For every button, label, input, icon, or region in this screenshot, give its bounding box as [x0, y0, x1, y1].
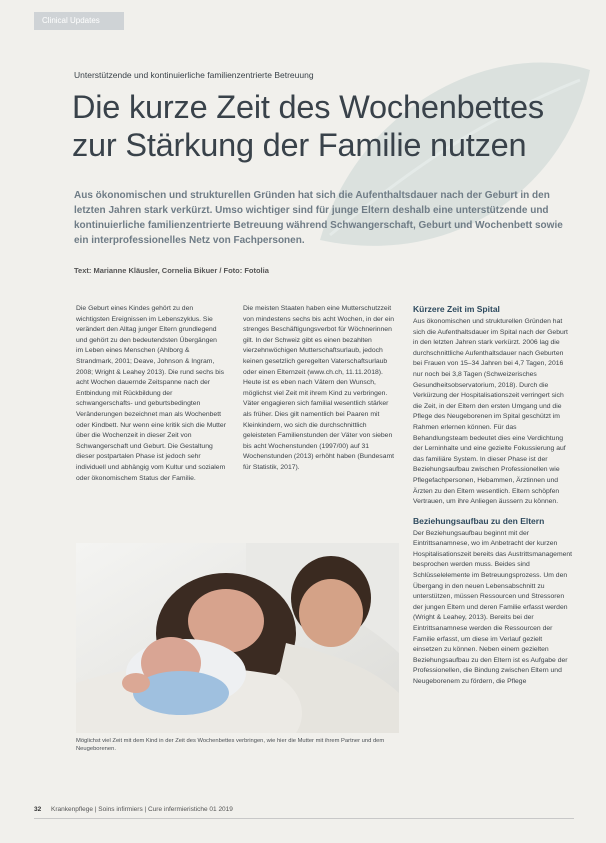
footer-divider: [34, 818, 574, 819]
body-column-3-text-1: Aus ökonomischen und strukturellen Gründen hat sich die Aufenthaltsdauer im Spital nach der Geburt in den letzten Jahren stark verkürzt. 2006 lag die durchschnittliche Aufenthaltsdauer nach Geburten bei Frauen von 15–34 Jahren bei 4,7 Tagen, 2016 nur noch bei 3,8 Tagen (Schweizerisches Gesundheitsobservatorium, 2018). Durch die Verkürzung der Hospitalisationszeit verringert sich die Zeit, in der Eltern den ersten Umgang und die Pflege des Neugeborenen im Spital geschützt im Rahmen erlernen können. Für das Behandlungsteam bedeutet dies eine Verdichtung der Lerninhalte und eine gezielte Fokussierung auf das familiäre System. In dieser Phase ist der Beziehungsaufbau zwischen Professionellen wie Pflegefachpersonen, Hebammen, Ärztinnen und Ärzten zu den Eltern wesentlich. Eltern schöpfen Vertrauen, um ihre Anliegen äussern zu können.: [413, 318, 568, 506]
subheading-shorter-stay: Kürzere Zeit im Spital: [413, 304, 500, 314]
article-kicker: Unterstützende und kontinuierliche familienzentrierte Betreuung: [74, 70, 314, 80]
body-column-3-text-2: Der Beziehungsaufbau beginnt mit der Eintrittsanamnese, wo im Anbetracht der kurzen Hospitalisationszeit bereits das Austrittsmanagement besprochen werden muss. Beides sind Schlüsselelemente im Betreuungsprozess. Um den Übergang in den neuen Lebensabschnitt zu unterstützen, müssen Ressourcen und Stressoren der jungen Eltern und deren Familie erfasst werden (Wright & Leahey, 2013). Bereits bei der Eintrittsanamnese werden die Ressourcen der Familie erfasst, um diese im Verlauf gezielt einsetzen zu können. Neben einem gezielten Beziehungsaufbau zu den Eltern ist es Aufgabe der Professionellen, die Bindung zwischen Eltern und Neugeborenem zu fördern, die Pflege: [413, 529, 573, 685]
body-column-3: [413, 304, 573, 688]
subheading-relationship: Beziehungsaufbau zu den Eltern: [413, 515, 545, 526]
section-label: Clinical Updates: [34, 12, 124, 30]
photo-caption: Möglichst viel Zeit mit dem Kind in der Zeit des Wochenbettes verbringen, wie hier die Mutter mit ihrem Partner und dem Neugeborenen.: [76, 738, 385, 752]
page-footer: [34, 806, 233, 813]
article-credits: Text: Marianne Kläusler, Cornelia Bikuer / Foto: Fotolia: [74, 266, 269, 275]
body-column-2: Die meisten Staaten haben eine Mutterschutzzeit von mindestens sechs bis acht Wochen, in der ein strenges Beschäftigungsverbot für Wöchnerinnen gilt. In der Schweiz gibt es einen bezahlten vierzehnwöchigen Mutterschaftsurlaub, jedoch keinen gesetzlich geregelten Vaterschaftsurlaub oder einen Elternzeit (www.ch.ch, 11.11.2018). Heute ist es eben nach Vätern den Wunsch, möglichst viel Zeit mit ihrem Kind zu verbringen. Väter engagieren sich familial wesentlich stärker als früher. Dies gilt namentlich bei Paaren mit Kleinkindern, wo sich die durchschnittlich geleisteten Familienstunden der Väter von sieben bis acht Wochenstunden (1997/00) auf 31 Wochenstunden (2013) erhöht haben (Bundesamt für Statistik, 2017).: [243, 305, 395, 471]
article-title: [72, 88, 544, 164]
family-photo-icon: [76, 543, 399, 733]
article-lead: Aus ökonomischen und strukturellen Gründen hat sich die Aufenthaltsdauer nach der Geburt in den letzten Jahren stark verkürzt. Umso wichtiger sind für junge Eltern deshalb eine unterstützende und kontinuierliche familienzentrierte Betreuung während Schwangerschaft, Geburt und Wochenbett sowie ein interprofessionelles Netz von Fachpersonen.: [74, 190, 563, 246]
title-line-2: zur Stärkung der Familie nutzen: [72, 127, 527, 163]
title-line-1: Die kurze Zeit des Wochenbettes: [72, 89, 544, 125]
page-number: 32: [34, 806, 42, 813]
body-column-1: Die Geburt eines Kindes gehört zu den wichtigsten Ereignissen im Lebenszyklus. Sie verändert den Alltag junger Eltern grundlegend und gehört zu den bedeutendsten Übergängen im Leben eines Menschen (Ahlborg & Strandmark, 2001; Deave, Johnson & Ingram, 2008; Wright & Leahey 2013). Die rund sechs bis acht Wochen dauernde Zeitspanne nach der Entbindung mit Rückbildung der schwangerschafts- und geburtsbedingten Veränderungen bezeichnet man als Wochenbett oder Kindbett. Nur wenn eine kritik sich die Mutter über die Wochenzeit in dieser Zeit von Schwangerschaft und Geburt. Die Gestaltung dieser postpartalen Phase ist jedoch sehr individuell und abhängig vom Kultur und sozialem oder ökonomischem Status der Familie.: [76, 305, 226, 482]
leaf-watermark-icon: [300, 40, 600, 290]
publication-name: Krankenpflege | Soins infirmiers | Cure infermieristiche 01 2019: [51, 806, 233, 813]
